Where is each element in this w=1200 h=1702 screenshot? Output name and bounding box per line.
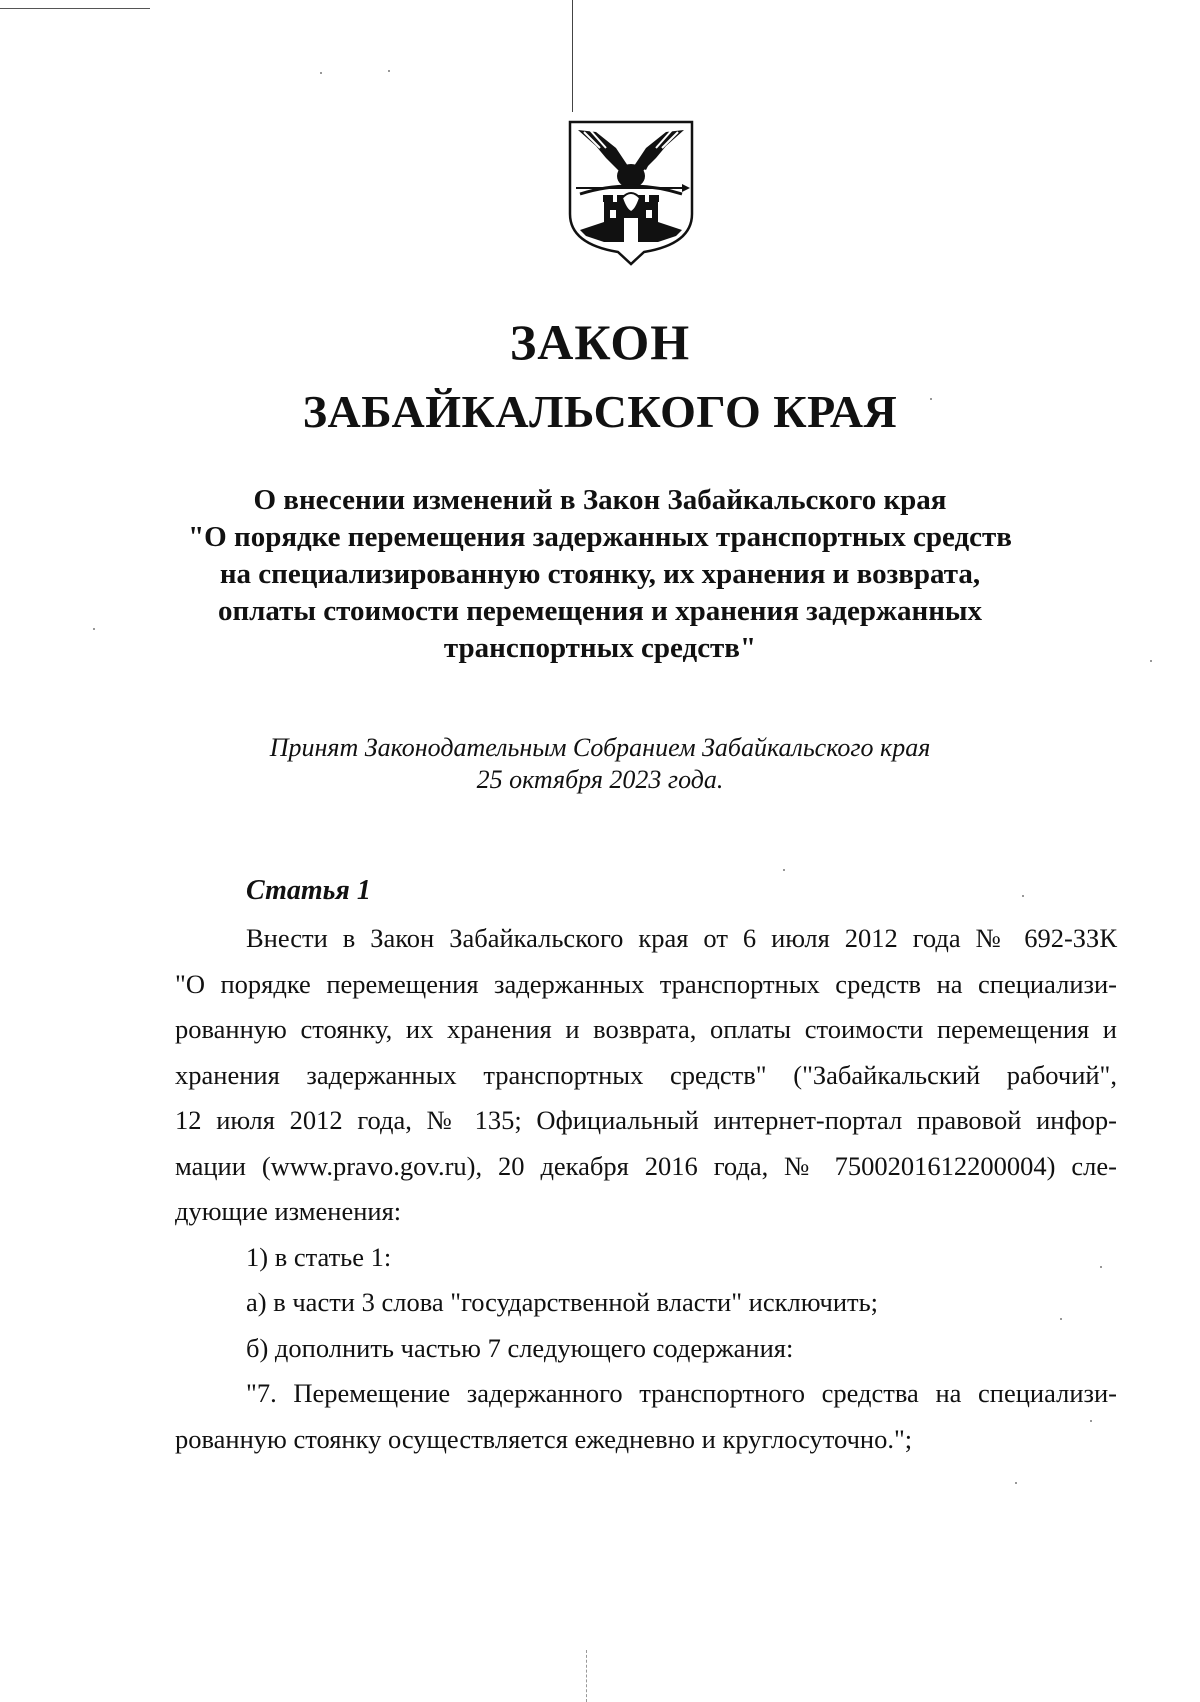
body-line: 12 июля 2012 года, № 135; Официальный интернет-портал правовой инфор-: [175, 1105, 1117, 1135]
body-line: мации (www.pravo.gov.ru), 20 декабря 2016 года, № 7500201612200004) сле-: [175, 1150, 1117, 1181]
scan-artifact-line: [586, 1650, 587, 1702]
coat-of-arms-icon: [566, 118, 696, 268]
scan-speck: [93, 628, 95, 630]
scan-speck: [1022, 895, 1024, 897]
article-body: [175, 916, 1117, 1462]
document-region-title: ЗАБАЙКАЛЬСКОГО КРАЯ: [302, 386, 898, 437]
article-heading: Статья 1: [246, 875, 371, 906]
body-line: хранения задержанных транспортных средств" ("Забайкальский рабочий",: [175, 1059, 1117, 1090]
scan-speck: [783, 869, 785, 871]
scan-speck: [1150, 660, 1152, 662]
subtitle-line: транспортных средств": [443, 632, 757, 664]
list-item: а) в части 3 слова "государственной власти" исключить;: [246, 1287, 879, 1317]
body-line: дующие изменения:: [175, 1196, 402, 1226]
subtitle-line: "О порядке перемещения задержанных транспортных средств: [188, 521, 1012, 553]
quoted-line: "7. Перемещение задержанного транспортного средства на специализи-: [246, 1378, 1117, 1408]
subtitle-line: О внесении изменений в Закон Забайкальского края: [253, 484, 947, 516]
law-subject: [150, 482, 1050, 667]
document-title: ЗАКОН: [509, 314, 691, 370]
scan-artifact-line: [0, 8, 150, 9]
body-line: Внести в Закон Забайкальского края от 6 июля 2012 года № 692-ЗЗК: [246, 923, 1117, 953]
body-line: рованную стоянку, их хранения и возврата, оплаты стоимости перемещения и: [175, 1014, 1117, 1044]
scan-speck: [1100, 1266, 1102, 1268]
list-item: 1) в статье 1:: [246, 1241, 392, 1272]
quoted-line: рованную стоянку осуществляется ежедневно и круглосуточно.";: [175, 1423, 913, 1454]
adoption-line: Принят Законодательным Собранием Забайкальского края: [269, 733, 931, 762]
scan-speck: [1090, 1420, 1092, 1422]
scan-speck: [930, 398, 932, 400]
scan-artifact-line: [572, 0, 573, 112]
scan-speck: [1015, 1482, 1017, 1484]
scan-speck: [388, 70, 390, 72]
adoption-note: [200, 732, 1000, 796]
scan-speck: [320, 72, 322, 74]
subtitle-line: на специализированную стоянку, их хранения и возврата,: [219, 558, 981, 590]
subtitle-line: оплаты стоимости перемещения и хранения задержанных: [217, 595, 983, 627]
scan-speck: [1060, 1318, 1062, 1320]
body-line: "О порядке перемещения задержанных транспортных средств на специализи-: [175, 968, 1117, 999]
list-item: б) дополнить частью 7 следующего содержания:: [246, 1332, 794, 1363]
adoption-date: 25 октября 2023 года.: [476, 765, 724, 794]
